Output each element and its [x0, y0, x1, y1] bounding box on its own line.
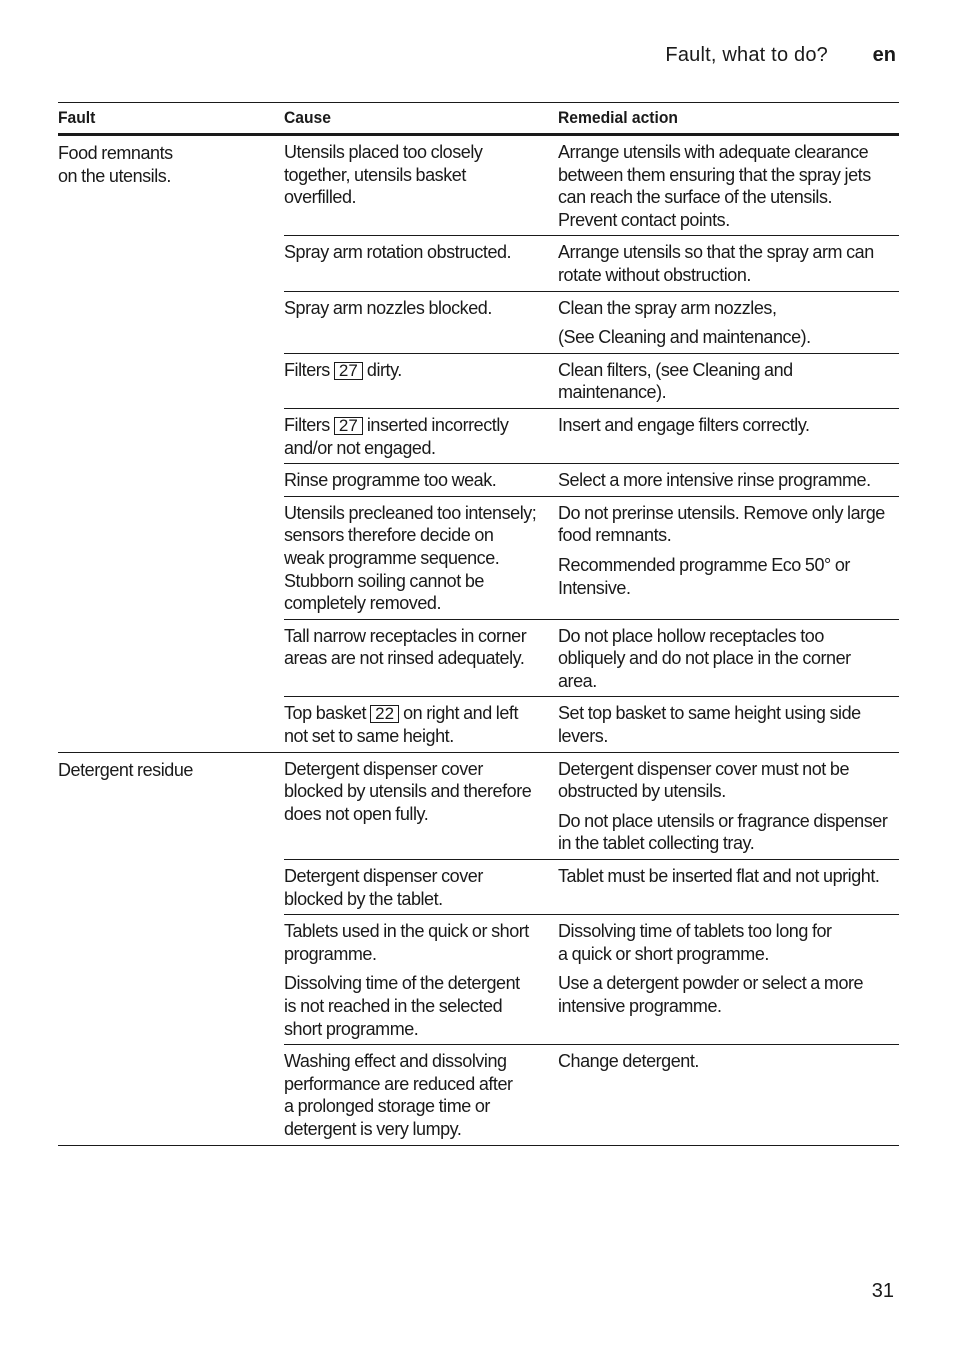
column-header-cause: Cause	[284, 108, 331, 127]
remedial-action-text: Change detergent.	[558, 1051, 699, 1072]
cause-cell	[284, 297, 558, 349]
table-row	[284, 463, 899, 496]
fault-cell: Detergent residue	[58, 759, 193, 780]
remedial-action-text: Arrange utensils with adequate clearance between them ensuring that the spray jets can reach the surface of the utensils. Prevent contact points.	[558, 142, 871, 230]
column-header-fault: Fault	[58, 108, 96, 127]
remedial-action-cell	[558, 359, 899, 404]
cause-text: Tablets used in the quick or short programme.	[284, 921, 529, 964]
remedial-action-cell	[558, 702, 899, 747]
cause-cell	[284, 141, 558, 231]
cause-text-pre: Filters	[284, 414, 334, 435]
fault-table	[58, 102, 899, 1146]
cause-text: Tall narrow receptacles in corner areas are not rinsed adequately.	[284, 625, 527, 669]
part-reference-box: 27	[334, 362, 363, 380]
fault-group	[58, 136, 899, 753]
cause-action-rows	[284, 753, 899, 1145]
table-row	[284, 353, 899, 408]
cause-cell	[284, 414, 558, 459]
remedial-action-cell	[558, 241, 899, 286]
cause-cell	[284, 502, 558, 615]
cause-text	[284, 414, 554, 459]
section-title: Fault, what to do?	[665, 44, 828, 66]
remedial-action-cell	[558, 141, 899, 231]
table-row	[284, 696, 899, 751]
remedial-action-text: Recommended programme Eco 50° or Intensive.	[558, 554, 850, 598]
page-header	[0, 44, 954, 74]
cause-text-post: dirty.	[362, 359, 402, 380]
remedial-action-cell	[558, 1050, 899, 1140]
table-row	[284, 619, 899, 697]
cause-text: Washing effect and dissolving performance are reduced after a prolonged storage time or detergent is very lumpy.	[284, 1051, 513, 1139]
remedial-action-text: Set top basket to same height using side levers.	[558, 703, 861, 747]
remedial-action-text: Do not prerinse utensils. Remove only large food remnants.	[558, 502, 885, 546]
cause-text	[284, 702, 554, 747]
cause-text: Spray arm nozzles blocked.	[284, 297, 492, 318]
table-row	[284, 753, 899, 859]
remedial-action-text: (See Cleaning and maintenance).	[558, 327, 811, 348]
cause-text: Detergent dispenser cover blocked by the tablet.	[284, 866, 483, 909]
language-code: en	[872, 44, 896, 66]
cause-cell	[284, 625, 558, 693]
table-row	[284, 235, 899, 290]
table-row	[284, 859, 899, 914]
remedial-action-cell	[558, 865, 899, 910]
cause-text-post: on right and left not set to same height.	[284, 703, 519, 747]
cause-action-rows	[284, 136, 899, 752]
remedial-action-cell	[558, 920, 899, 1040]
table-row	[284, 1044, 899, 1144]
remedial-action-cell	[558, 414, 899, 459]
remedial-action-text: Select a more intensive rinse programme.	[558, 470, 871, 491]
remedial-action-text: Insert and engage filters correctly.	[558, 414, 810, 435]
remedial-action-text: Do not place hollow receptacles too obliquely and do not place in the corner area.	[558, 625, 851, 691]
cause-cell	[284, 241, 558, 286]
cause-cell	[284, 702, 558, 747]
cause-cell	[284, 359, 558, 404]
cause-text-pre: Top basket	[284, 703, 371, 724]
remedial-action-text: Clean filters, (see Cleaning and maintenance).	[558, 359, 793, 403]
remedial-action-text: Do not place utensils or fragrance dispenser in the tablet collecting tray.	[558, 810, 888, 854]
remedial-action-text: Dissolving time of tablets too long for a quick or short programme.	[558, 921, 832, 964]
remedial-action-text: Detergent dispenser cover must not be obstructed by utensils.	[558, 758, 850, 802]
table-row	[284, 496, 899, 619]
remedial-action-text: Use a detergent powder or select a more intensive programme.	[558, 973, 864, 1016]
cause-text: Detergent dispenser cover blocked by utensils and therefore does not open fully.	[284, 758, 532, 824]
fault-cell: Food remnants on the utensils.	[58, 143, 173, 186]
fault-group	[58, 753, 899, 1146]
cause-cell	[284, 469, 558, 492]
remedial-action-text: Tablet must be inserted flat and not upright.	[558, 866, 880, 887]
table-row	[284, 136, 899, 235]
table-header-row	[58, 102, 899, 136]
column-header-remedial-action: Remedial action	[558, 108, 678, 127]
remedial-action-cell	[558, 297, 899, 349]
remedial-action-text: Clean the spray arm nozzles,	[558, 297, 777, 318]
cause-text-pre: Filters	[284, 359, 334, 380]
cause-text: Dissolving time of the detergent is not reached in the selected short programme.	[284, 973, 520, 1039]
table-row	[284, 408, 899, 463]
page-number: 31	[871, 1280, 894, 1302]
cause-text	[284, 359, 554, 382]
cause-text: Rinse programme too weak.	[284, 470, 497, 491]
cause-text: Utensils placed too closely together, utensils basket overfilled.	[284, 142, 483, 208]
table-body	[58, 136, 899, 1146]
cause-text: Spray arm rotation obstructed.	[284, 242, 512, 263]
cause-cell	[284, 758, 558, 855]
cause-cell	[284, 865, 558, 910]
part-reference-box: 27	[334, 417, 363, 435]
remedial-action-cell	[558, 469, 899, 492]
cause-cell	[284, 1050, 558, 1140]
remedial-action-cell	[558, 625, 899, 693]
cause-text-post: inserted incorrectly and/or not engaged.	[284, 414, 509, 458]
part-reference-box: 22	[370, 705, 399, 723]
remedial-action-cell	[558, 758, 899, 855]
table-row	[284, 914, 899, 1044]
cause-text: Utensils precleaned too intensely; sensors therefore decide on weak programme sequence. Stubborn soiling cannot be completely removed.	[284, 502, 537, 614]
remedial-action-cell	[558, 502, 899, 615]
cause-cell	[284, 920, 558, 1040]
table-row	[284, 291, 899, 353]
remedial-action-text: Arrange utensils so that the spray arm can rotate without obstruction.	[558, 242, 874, 285]
